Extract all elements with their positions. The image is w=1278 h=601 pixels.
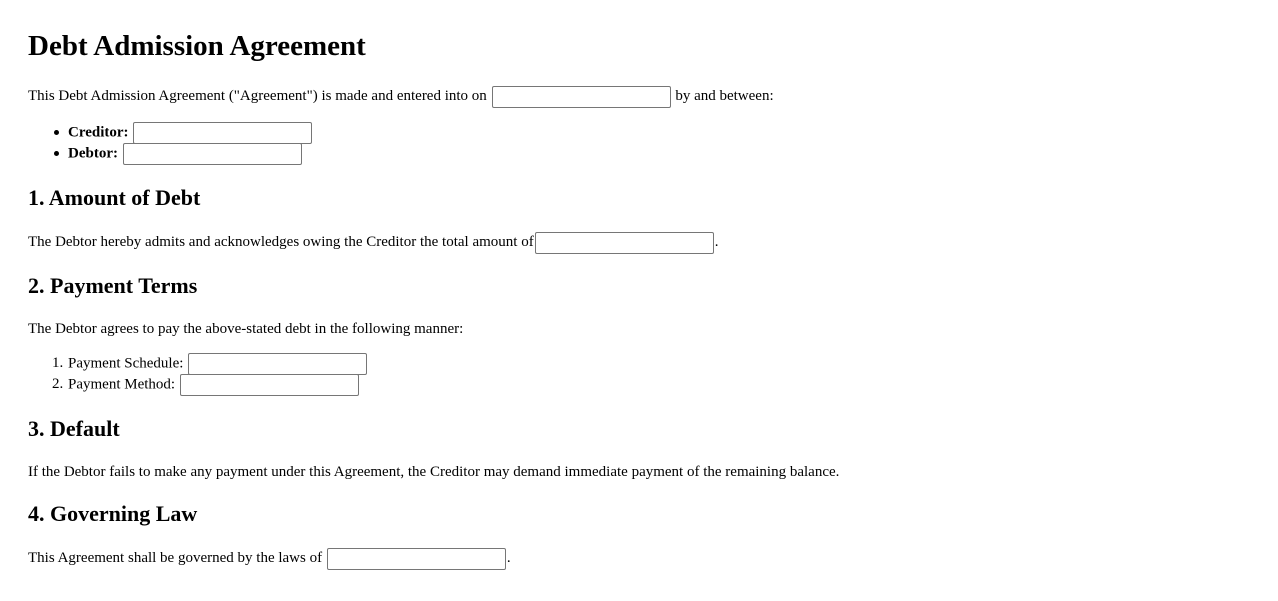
debtor-field[interactable] (123, 143, 302, 165)
payment-method-field[interactable] (180, 374, 359, 396)
payment-schedule-field[interactable] (188, 353, 367, 375)
list-item-creditor (28, 122, 313, 143)
amount-suffix: . (714, 234, 719, 250)
agreement-date-field[interactable] (492, 86, 671, 108)
page-title: Debt Admission Agreement (28, 30, 366, 62)
intro-text-after: by and between: (675, 88, 774, 104)
intro-paragraph (28, 85, 774, 108)
bullet-icon (54, 130, 59, 135)
section-heading-payment: 2. Payment Terms (28, 273, 198, 298)
list-item-payment-schedule (28, 353, 368, 374)
list-item-payment-method (28, 374, 368, 395)
intro-text: This Debt Admission Agreement ("Agreement") is made and entered into on (28, 88, 487, 104)
list-number: 1. (52, 355, 64, 371)
debtor-label: Debtor: (68, 145, 118, 162)
law-suffix: . (506, 550, 511, 566)
amount-text: The Debtor hereby admits and acknowledges owing the Creditor the total amount of (28, 234, 534, 250)
law-paragraph (28, 547, 511, 570)
section-heading-law: 4. Governing Law (28, 501, 198, 526)
section-heading-amount: 1. Amount of Debt (28, 185, 201, 210)
creditor-field[interactable] (133, 122, 312, 144)
parties-list (28, 122, 313, 164)
creditor-label: Creditor: (68, 124, 129, 141)
debt-amount-field[interactable] (535, 232, 714, 254)
list-number: 2. (52, 376, 64, 392)
payment-schedule-label: Payment Schedule: (68, 355, 184, 372)
amount-paragraph (28, 231, 718, 254)
payment-paragraph: The Debtor agrees to pay the above-stated debt in the following manner: (28, 321, 464, 337)
section-heading-default: 3. Default (28, 416, 120, 441)
payment-method-label: Payment Method: (68, 376, 176, 393)
governing-law-field[interactable] (327, 548, 506, 570)
law-text: This Agreement shall be governed by the laws of (28, 550, 323, 566)
list-item-debtor (28, 143, 313, 164)
payment-terms-list (28, 353, 368, 395)
default-paragraph: If the Debtor fails to make any payment under this Agreement, the Creditor may demand immediate payment of the remaining balance. (28, 464, 840, 480)
bullet-icon (54, 151, 59, 156)
